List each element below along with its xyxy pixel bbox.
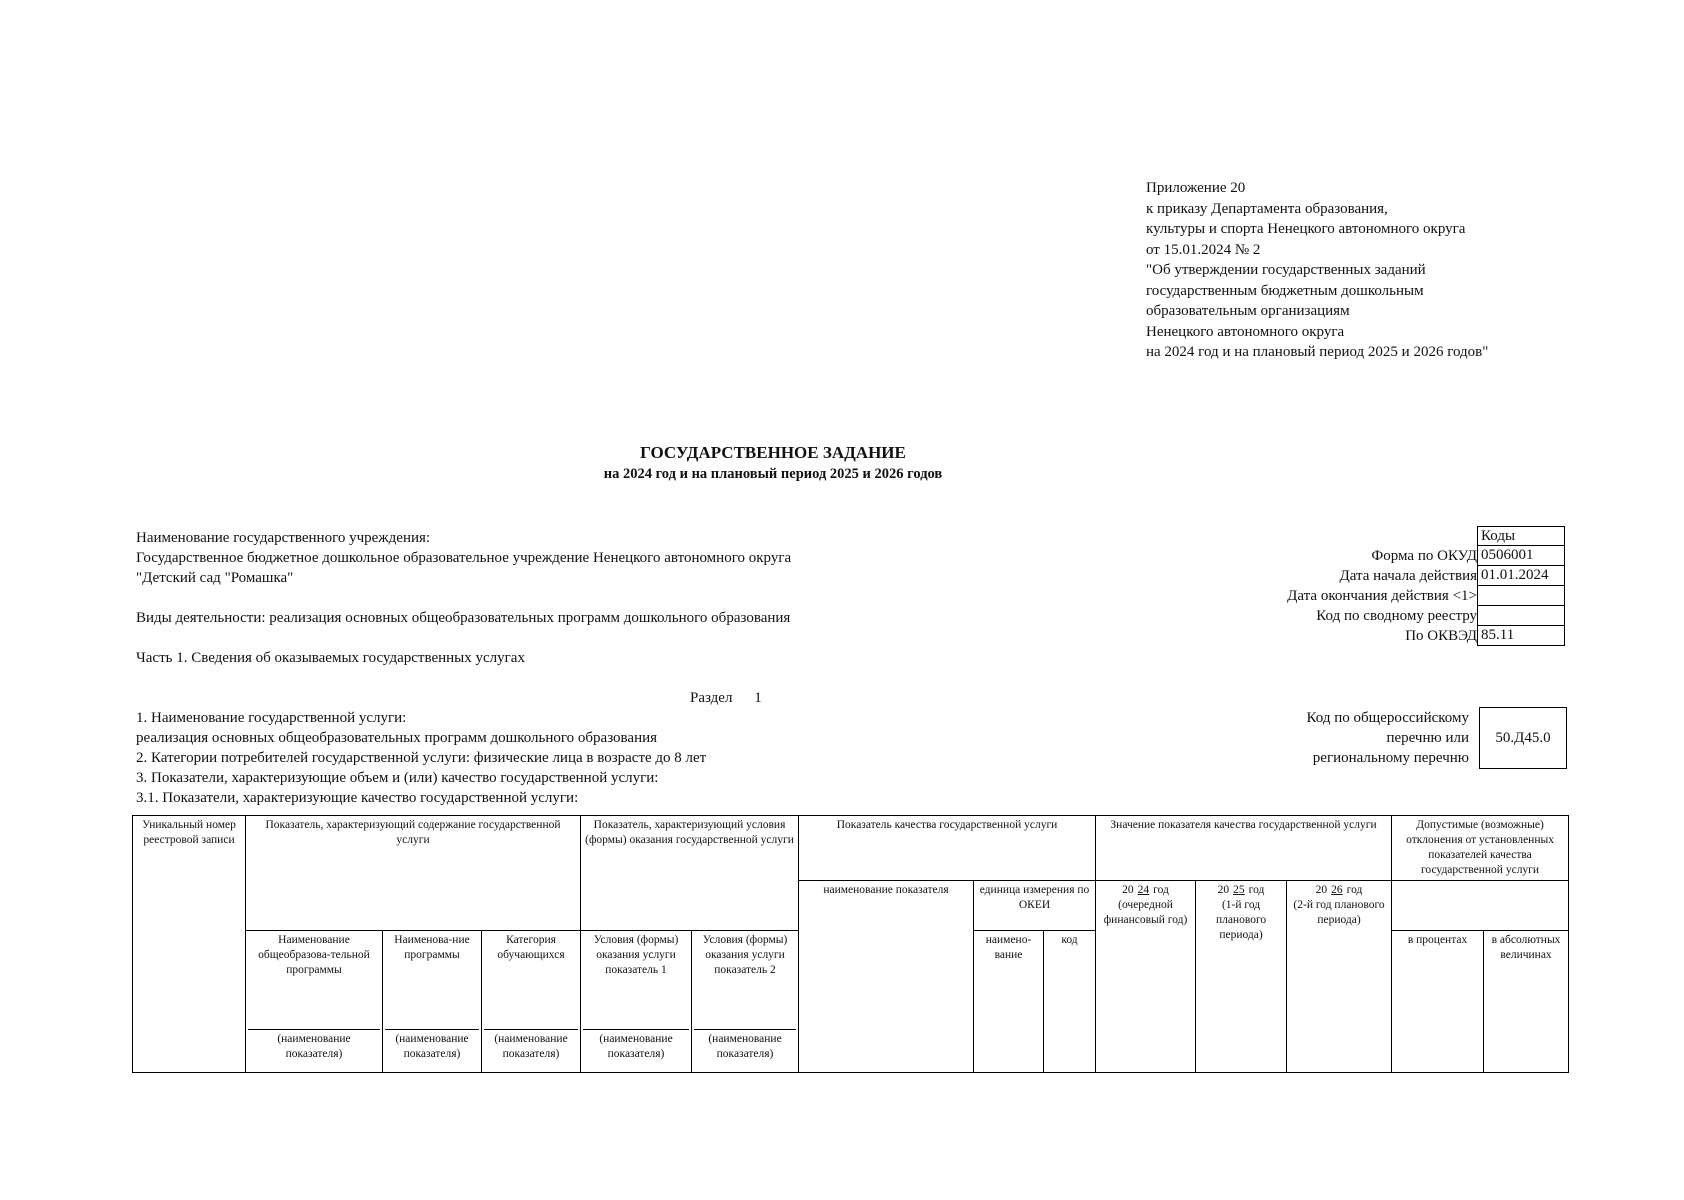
col-condition-1-label: Условия (формы) оказания услуги показатель 1 <box>593 934 679 976</box>
quality-heading: 3.1. Показатели, характеризующие качество государственной услуги: <box>136 790 579 806</box>
quality-indicators-table <box>132 815 1569 1073</box>
col-program <box>383 931 482 1073</box>
col-unit-code: код <box>1044 931 1096 1073</box>
appendix-line: культуры и спорта Ненецкого автономного округа <box>1146 221 1466 237</box>
year-2-value: 25 <box>1233 884 1245 896</box>
col-conditions-indicator: Показатель, характеризующий условия (формы) оказания государственной услуги <box>581 816 799 931</box>
institution-name-2: "Детский сад "Ромашка" <box>136 570 294 586</box>
col-program-note: (наименование показателя) <box>385 1029 479 1062</box>
appendix-line: "Об утверждении государственных заданий <box>1146 262 1426 278</box>
appendix-line: Приложение 20 <box>1146 180 1246 196</box>
col-category-note: (наименование показателя) <box>484 1029 578 1062</box>
col-quality-value: Значение показателя качества государственной услуги <box>1096 816 1392 881</box>
col-quality-indicator: Показатель качества государственной услуги <box>799 816 1096 881</box>
part-heading: Часть 1. Сведения об оказываемых государственных услугах <box>136 650 525 666</box>
section-word: Раздел <box>690 690 733 706</box>
appendix-line: на 2024 год и на плановый период 2025 и 2026 годов" <box>1146 344 1489 360</box>
col-deviation-note <box>1392 881 1569 931</box>
institution-name: Государственное бюджетное дошкольное образовательное учреждение Ненецкого автономного округа <box>136 550 792 566</box>
year-2-note: (1-й год планового периода) <box>1215 899 1267 941</box>
col-condition-2 <box>692 931 799 1073</box>
code-label-okved: По ОКВЭД <box>1405 628 1477 644</box>
appendix-line: от 15.01.2024 № 2 <box>1146 241 1261 258</box>
consumers-category: 2. Категории потребителей государственной услуги: физические лица в возрасте до 8 лет <box>136 750 707 766</box>
service-name: реализация основных общеобразовательных программ дошкольного образования <box>136 730 658 746</box>
col-deviation: Допустимые (возможные) отклонения от установленных показателей качества государственной услуги <box>1392 816 1569 881</box>
year-1-value: 24 <box>1137 884 1150 896</box>
col-condition-1 <box>581 931 692 1073</box>
registry-label-2: перечню или <box>1386 730 1469 746</box>
appendix-line: государственным бюджетным дошкольным <box>1146 282 1424 299</box>
section-label <box>690 688 762 708</box>
col-unique-number: Уникальный номер реестровой записи <box>133 816 246 1073</box>
col-year-1 <box>1096 881 1196 1073</box>
col-program-general-label: Наименование общеобразова-тельной программы <box>258 934 370 976</box>
code-value-okved: 85.11 <box>1477 626 1565 646</box>
col-content-indicator: Показатель, характеризующий содержание государственной услуги <box>246 816 581 931</box>
service-label: 1. Наименование государственной услуги: <box>136 710 407 726</box>
document-subtitle: на 2024 год и на плановый период 2025 и 2026 годов <box>603 466 943 482</box>
document-title: ГОСУДАРСТВЕННОЕ ЗАДАНИЕ <box>640 443 906 462</box>
col-unit-name: наимено-вание <box>974 931 1044 1073</box>
year-1-note: (очередной финансовый год) <box>1103 899 1188 926</box>
code-value-registry <box>1477 606 1565 626</box>
code-value-end <box>1477 586 1565 606</box>
registry-code-box: 50.Д45.0 <box>1479 707 1567 769</box>
institution-label: Наименование государственного учреждения: <box>136 530 431 546</box>
col-condition-1-note: (наименование показателя) <box>583 1029 689 1062</box>
indicators-heading: 3. Показатели, характеризующие объем и (или) качество государственной услуги: <box>136 770 659 786</box>
col-category <box>482 931 581 1073</box>
appendix-line: образовательным организациям <box>1146 303 1350 319</box>
col-unit-okei: единица измерения по ОКЕИ <box>974 881 1096 931</box>
code-label-end: Дата окончания действия <1> <box>1287 588 1477 604</box>
year-2-suffix: год <box>1248 884 1265 896</box>
codes-table <box>1477 526 1565 646</box>
appendix-line: к приказу Департамента образования, <box>1146 200 1388 217</box>
registry-label-1: Код по общероссийскому <box>1306 710 1469 726</box>
appendix-line: Ненецкого автономного округа <box>1146 323 1345 340</box>
col-year-3 <box>1287 881 1392 1073</box>
code-label-okud: Форма по ОКУД <box>1371 548 1477 564</box>
col-program-general <box>246 931 383 1073</box>
col-category-label: Категория обучающихся <box>497 934 565 961</box>
year-1-prefix: 20 <box>1122 884 1134 896</box>
year-2-prefix: 20 <box>1217 884 1230 896</box>
registry-label-3: региональному перечню <box>1312 750 1469 766</box>
year-1-suffix: год <box>1153 884 1169 896</box>
year-3-value: 26 <box>1331 884 1343 896</box>
col-program-general-note: (наименование показателя) <box>248 1029 380 1062</box>
code-label-start: Дата начала действия <box>1339 568 1477 584</box>
col-year-2 <box>1196 881 1287 1073</box>
col-condition-2-label: Условия (формы) оказания услуги показатель 2 <box>702 934 788 976</box>
appendix-block <box>1146 178 1488 363</box>
codes-header: Коды <box>1477 526 1565 546</box>
col-indicator-name: наименование показателя <box>799 881 974 1073</box>
col-condition-2-note: (наименование показателя) <box>694 1029 796 1062</box>
year-3-suffix: год <box>1346 884 1363 896</box>
year-3-prefix: 20 <box>1315 884 1328 896</box>
col-absolute: в абсолютных величинах <box>1484 931 1569 1073</box>
activity-type: Виды деятельности: реализация основных общеобразовательных программ дошкольного образования <box>136 610 791 626</box>
code-value-start: 01.01.2024 <box>1477 566 1565 586</box>
section-number: 1 <box>754 690 762 706</box>
col-program-label: Наименова-ние программы <box>394 934 470 961</box>
code-value-okud: 0506001 <box>1477 546 1565 566</box>
code-label-registry: Код по сводному реестру <box>1316 608 1477 624</box>
year-3-note: (2-й год планового периода) <box>1293 899 1385 926</box>
col-percent: в процентах <box>1392 931 1484 1073</box>
codes-labels <box>1287 546 1477 646</box>
